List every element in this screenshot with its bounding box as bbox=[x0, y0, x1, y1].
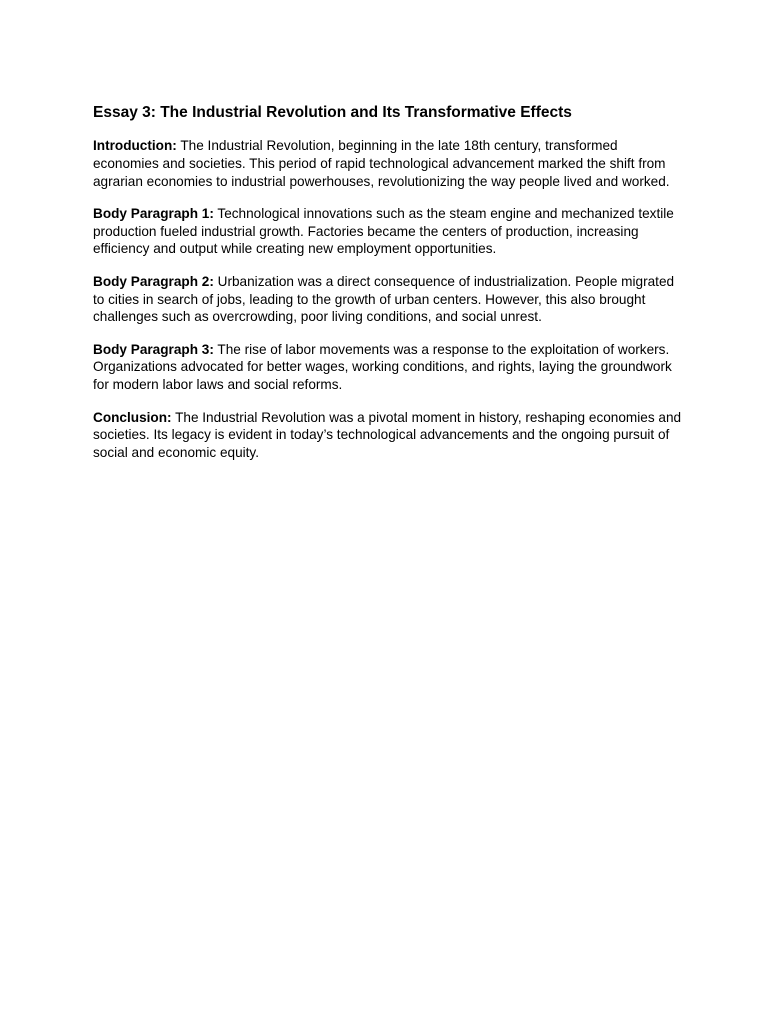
paragraph-lead: Body Paragraph 2: bbox=[93, 273, 214, 289]
conclusion-paragraph bbox=[93, 409, 683, 462]
body-paragraph-2 bbox=[93, 273, 683, 326]
paragraph-lead: Body Paragraph 1: bbox=[93, 205, 214, 221]
paragraph-text: The Industrial Revolution was a pivotal moment in history, reshaping economies and societies. Its legacy is evident in today’s technological advancements and the ongoing pursuit of social and economic equity. bbox=[93, 409, 682, 461]
paragraph-text: Urbanization was a direct consequence of industrialization. People migrated to cities in search of jobs, leading to the growth of urban centers. However, this also brought challenges such as overcrowding, poor living conditions, and social unrest. bbox=[93, 273, 675, 325]
body-paragraph-1 bbox=[93, 205, 683, 258]
paragraph-lead: Conclusion: bbox=[93, 409, 172, 425]
document-page bbox=[93, 103, 683, 476]
essay-title: Essay 3: The Industrial Revolution and Its Transformative Effects bbox=[93, 104, 572, 121]
body-paragraph-3 bbox=[93, 341, 683, 394]
paragraph-lead: Body Paragraph 3: bbox=[93, 341, 214, 357]
paragraph-text: The rise of labor movements was a response to the exploitation of workers. Organizations advocated for better wages, working conditions, and rights, laying the groundwork for modern labor laws and social reforms. bbox=[93, 341, 672, 393]
paragraph-lead: Introduction: bbox=[93, 138, 177, 153]
paragraph-text: The Industrial Revolution, beginning in the late 18th century, transformed economies and societies. This period of rapid technological advancement marked the shift from agrarian economies to industrial powerhouses, revolutionizing the way people lived and worked. bbox=[93, 138, 670, 189]
introduction-paragraph bbox=[93, 137, 683, 190]
paragraph-text: Technological innovations such as the steam engine and mechanized textile production fueled industrial growth. Factories became the centers of production, increasing efficiency and output while creating new employment opportunities. bbox=[93, 205, 674, 257]
